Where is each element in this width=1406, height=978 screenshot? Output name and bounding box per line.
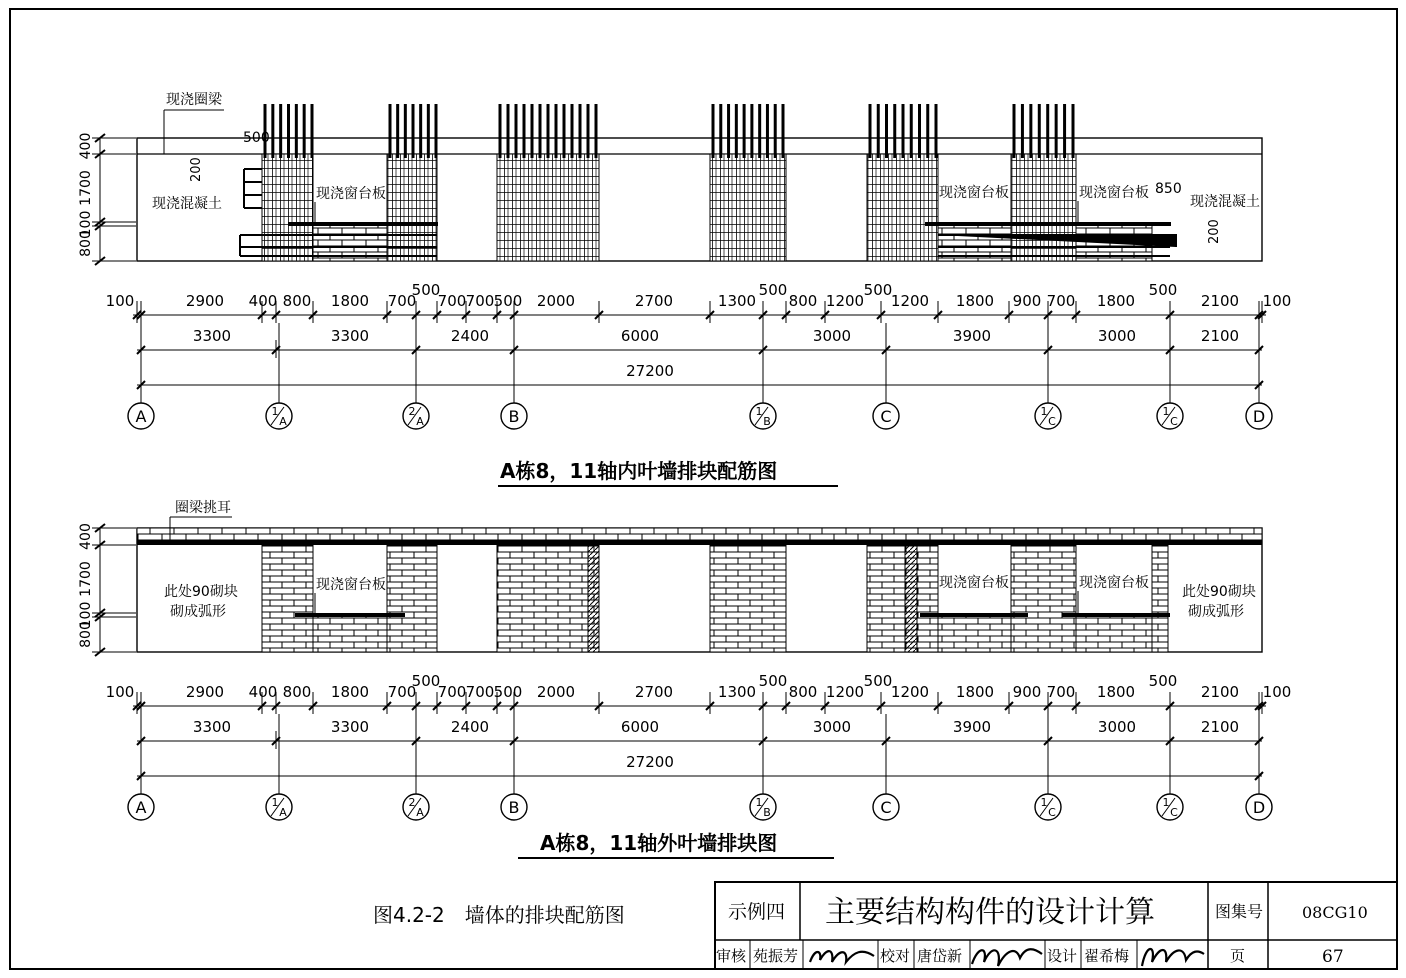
sill-label: 现浇窗台板 (939, 185, 1009, 201)
dim-label: 2700 (634, 292, 674, 310)
dim-label: 700 (437, 683, 467, 701)
dim-label: 500 (1148, 281, 1178, 299)
atlas-number: 08CG10 (1302, 903, 1368, 922)
dimension-chain-bottom (106, 672, 1292, 820)
dim-label: 800 (78, 621, 94, 648)
top-course (137, 528, 1262, 540)
sill-slab (295, 613, 405, 617)
dim-label: 700 (1046, 292, 1076, 310)
note-label: 砌成弧形 (170, 604, 226, 620)
axis-sub-label: 1 (271, 796, 279, 809)
dim-label: 200 (1207, 219, 1222, 244)
dim-label: 3000 (812, 718, 852, 736)
dim-label: 1800 (955, 683, 995, 701)
sill-label: 现浇窗台板 (316, 186, 386, 202)
dim-label: 500 (758, 281, 788, 299)
dim-label: 500 (758, 672, 788, 690)
block-masonry (938, 616, 1011, 652)
reviewer-name: 苑振芳 (753, 947, 799, 965)
axis-main-label: A (416, 415, 424, 428)
block-masonry (1152, 545, 1168, 652)
dim-label: 2100 (1200, 718, 1240, 736)
designer-name: 翟希梅 (1084, 947, 1130, 965)
dim-label: 6000 (620, 327, 660, 345)
example-label: 示例四 (728, 901, 786, 923)
dim-label: 500 (243, 130, 270, 146)
dim-label: 27200 (626, 753, 674, 771)
dim-label: 2000 (536, 683, 576, 701)
dim-label: 1700 (78, 561, 94, 597)
dim-label: 1800 (1096, 683, 1136, 701)
dim-label: 800 (282, 292, 312, 310)
axis-main-label: A (279, 806, 287, 819)
signature (810, 949, 1204, 966)
dim-label: 3900 (952, 327, 992, 345)
design-label: 设计 (1047, 947, 1078, 965)
check-label: 校对 (880, 947, 911, 965)
dim-label: 500 (411, 281, 441, 299)
dim-label: 2700 (634, 683, 674, 701)
page-number: 67 (1322, 947, 1344, 967)
drawing-title: A栋8，11轴外叶墙排块图 (540, 831, 778, 855)
block-masonry (313, 616, 387, 652)
dim-label: 100 (78, 601, 94, 629)
sill-slab (920, 613, 1028, 617)
dim-label: 200 (189, 157, 204, 182)
vertical-dimensions (78, 523, 136, 656)
axis-sub-label: 1 (1162, 796, 1170, 809)
block-masonry (1011, 545, 1076, 652)
axis-label: D (1252, 407, 1266, 426)
ring-beam-label: 现浇圈梁 (166, 92, 222, 108)
axis-sub-label: 1 (1162, 405, 1170, 418)
dim-label: 800 (282, 683, 312, 701)
axis-sub-label: 1 (755, 405, 763, 418)
dim-label: 400 (248, 292, 278, 310)
axis-main-label: A (279, 415, 287, 428)
dim-label: 6000 (620, 718, 660, 736)
dim-label: 100 (78, 210, 94, 238)
dim-label: 100 (1262, 292, 1292, 310)
dim-label: 2100 (1200, 327, 1240, 345)
dim-label: 3300 (330, 718, 370, 736)
axis-label: B (508, 798, 520, 817)
dim-label: 2100 (1200, 683, 1240, 701)
dim-label: 500 (863, 281, 893, 299)
dim-label: 700 (465, 292, 495, 310)
note-label: 此处90砌块 (164, 584, 238, 600)
column-rebar (710, 154, 786, 261)
axis-sub-label: 2 (408, 405, 416, 418)
review-label: 审核 (716, 947, 747, 965)
inner-wall-drawing (78, 91, 1262, 486)
vertical-dimensions (78, 133, 136, 265)
dim-label: 500 (863, 672, 893, 690)
dim-label: 400 (78, 132, 94, 160)
axis-main-label: A (416, 806, 424, 819)
dim-label: 1200 (825, 292, 865, 310)
sheet-frame (10, 9, 1397, 969)
toothed-joint (905, 545, 917, 652)
column-rebar (1011, 154, 1076, 261)
axis-sub-label: 1 (755, 796, 763, 809)
column-rebar (497, 154, 599, 261)
axis-main-label: C (1048, 806, 1056, 819)
dim-label: 27200 (626, 362, 674, 380)
dim-label: 800 (788, 292, 818, 310)
dim-label: 2000 (536, 292, 576, 310)
toothed-joint (588, 545, 599, 652)
axis-label: A (135, 798, 147, 817)
axis-sub-label: 2 (408, 796, 416, 809)
dim-label: 3000 (1097, 327, 1137, 345)
block-masonry (1076, 616, 1152, 652)
axis-main-label: B (763, 415, 771, 428)
dim-label: 500 (493, 683, 523, 701)
block-masonry (387, 545, 437, 652)
axis-main-label: C (1048, 415, 1056, 428)
cast-concrete-label: 现浇混凝土 (152, 196, 222, 212)
dim-label: 850 (1155, 181, 1182, 197)
sill-slab (1062, 613, 1170, 617)
dim-label: 1700 (78, 170, 94, 206)
page-label: 页 (1230, 947, 1246, 965)
dim-label: 3900 (952, 718, 992, 736)
note-label: 砌成弧形 (1188, 604, 1244, 620)
axis-sub-label: 1 (1040, 405, 1048, 418)
dim-label: 700 (387, 683, 417, 701)
figure-caption: 图4.2-2 墙体的排块配筋图 (373, 903, 625, 927)
note-label: 此处90砌块 (1182, 584, 1256, 600)
axis-main-label: C (1170, 415, 1178, 428)
drawing-title: A栋8，11轴内叶墙排块配筋图 (500, 459, 778, 483)
sill-label: 现浇窗台板 (316, 577, 386, 593)
axis-label: A (135, 407, 147, 426)
cast-concrete-label: 现浇混凝土 (1190, 194, 1260, 210)
ring-beam-lug-label: 圈梁挑耳 (175, 500, 231, 516)
sill-label: 现浇窗台板 (1079, 185, 1149, 201)
axis-label: C (880, 798, 892, 817)
dim-label: 1800 (955, 292, 995, 310)
dim-label: 700 (1046, 683, 1076, 701)
axis-sub-label: 1 (1040, 796, 1048, 809)
dim-label: 900 (1012, 292, 1042, 310)
block-masonry (710, 545, 786, 652)
dim-label: 1800 (1096, 292, 1136, 310)
dim-label: 500 (1148, 672, 1178, 690)
axis-main-label: B (763, 806, 771, 819)
axis-label: B (508, 407, 520, 426)
dimension-chain-top (106, 281, 1292, 429)
dim-label: 800 (78, 230, 94, 257)
sill-slab (288, 222, 438, 226)
dim-label: 100 (105, 683, 135, 701)
dim-label: 2400 (450, 327, 490, 345)
dim-label: 1300 (717, 292, 757, 310)
column-rebar (262, 154, 313, 261)
dim-label: 3300 (192, 718, 232, 736)
dim-label: 700 (465, 683, 495, 701)
column-rebar (867, 154, 938, 261)
dim-label: 700 (437, 292, 467, 310)
dim-label: 3300 (330, 327, 370, 345)
dim-label: 1200 (825, 683, 865, 701)
dim-label: 500 (411, 672, 441, 690)
sill-label: 现浇窗台板 (939, 575, 1009, 591)
dim-label: 2900 (185, 292, 225, 310)
dim-label: 700 (387, 292, 417, 310)
dim-label: 1200 (890, 683, 930, 701)
dim-label: 100 (105, 292, 135, 310)
axis-label: D (1252, 798, 1266, 817)
sill-label: 现浇窗台板 (1079, 575, 1149, 591)
dim-label: 1300 (717, 683, 757, 701)
sill-slab (925, 222, 1171, 226)
sheet-title: 主要结构构件的设计计算 (825, 895, 1155, 930)
block-masonry (262, 545, 313, 652)
vertical-rebars (265, 104, 1073, 158)
dim-label: 800 (788, 683, 818, 701)
dim-label: 2400 (450, 718, 490, 736)
dim-label: 1800 (330, 292, 370, 310)
dim-label: 1200 (890, 292, 930, 310)
block-masonry (867, 545, 938, 652)
outer-wall-drawing (78, 499, 1262, 858)
atlas-label: 图集号 (1215, 902, 1264, 921)
dim-label: 3000 (812, 327, 852, 345)
dim-label: 1800 (330, 683, 370, 701)
dim-label: 100 (1262, 683, 1292, 701)
dim-label: 500 (493, 292, 523, 310)
checker-name: 唐岱新 (917, 947, 963, 965)
axis-label: C (880, 407, 892, 426)
block-masonry (497, 545, 599, 652)
dim-label: 3300 (192, 327, 232, 345)
dim-label: 3000 (1097, 718, 1137, 736)
column-rebar (387, 154, 437, 261)
dim-label: 2900 (185, 683, 225, 701)
axis-main-label: C (1170, 806, 1178, 819)
dim-label: 400 (78, 523, 94, 550)
dim-label: 400 (248, 683, 278, 701)
dim-label: 900 (1012, 683, 1042, 701)
ring-beam-lug (137, 540, 1262, 545)
dim-label: 2100 (1200, 292, 1240, 310)
axis-sub-label: 1 (271, 405, 279, 418)
